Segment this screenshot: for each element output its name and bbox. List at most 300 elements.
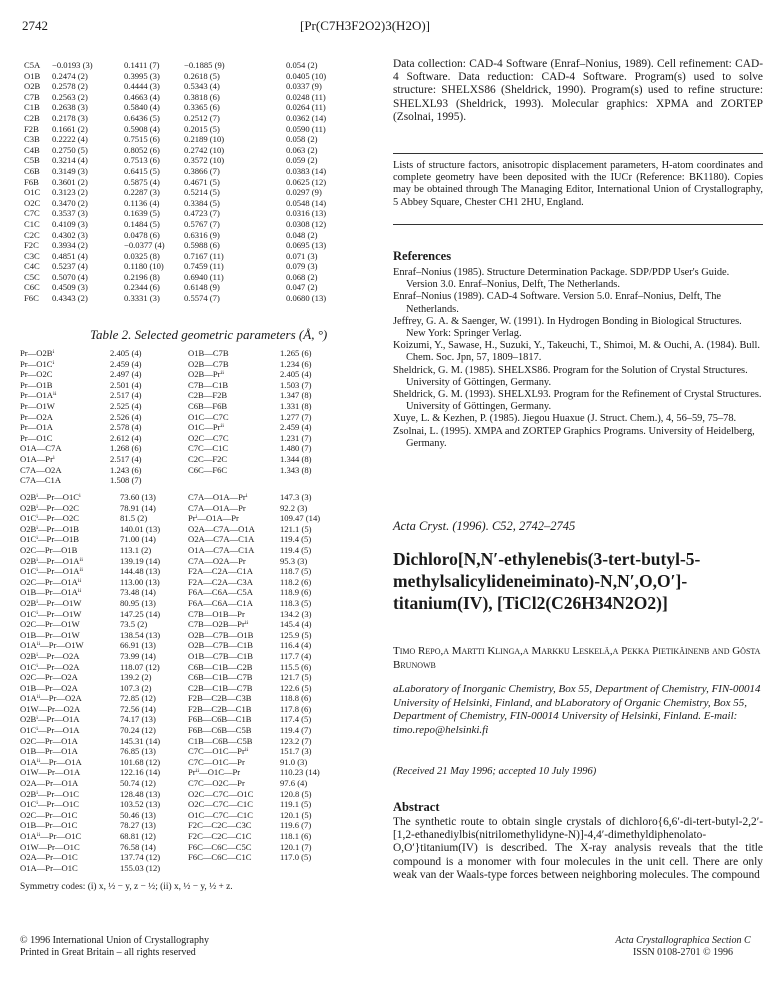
coord-col3-cell: 0.5343 (4)	[184, 81, 220, 92]
angle-value-left-cell: 140.01 (13)	[120, 523, 161, 534]
angle-label-left-cell: O2Bⁱ—Pr—O2C	[20, 502, 80, 513]
references-list	[393, 267, 763, 450]
angle-value-right-cell: 118.9 (6)	[280, 587, 312, 598]
angle-value-left-cell: 137.74 (12)	[120, 852, 161, 863]
dist-value-left-cell: 2.459 (4)	[110, 358, 142, 369]
angle-label-left-cell: O2A—Pr—O1C	[20, 852, 78, 863]
coord-col2-cell: 0.6415 (5)	[124, 165, 160, 176]
dist-label-left-cell: Pr—O1A	[20, 422, 53, 433]
coord-col2-cell: 0.8052 (6)	[124, 144, 160, 155]
angle-label-right-cell: C2B—C1B—C7B	[188, 682, 253, 693]
angle-value-right-cell: 118.8 (6)	[280, 693, 312, 704]
dist-label-right-cell: O1C—Prⁱⁱ	[188, 422, 224, 433]
angle-value-left-cell: 73.5 (2)	[120, 619, 148, 630]
coord-col1-cell: 0.1661 (2)	[52, 123, 88, 134]
software-paragraph: Data collection: CAD-4 Software (Enraf–Nonius, 1989). Cell refinement: CAD-4 Software. Data reduction: CAD-4 Software. Program(s) used to solve structure: SHELXS86 (Sheldrick, 1990). Program(s) used to refine structure: SHELXL93 (Sheldrick, 1993). Molecular graphics: XPMA and ZORTEP (Zsolnai, 1995).	[393, 58, 763, 123]
angle-label-left-cell: O2C—Pr—O1C	[20, 809, 78, 820]
dist-value-left-cell: 1.508 (7)	[110, 475, 142, 486]
dist-label-left-cell: Pr—O1Aⁱⁱ	[20, 390, 57, 401]
running-title: [Pr(C7H3F2O2)3(H2O)]	[300, 18, 430, 33]
received-date: (Received 21 May 1996; accepted 10 July 1996)	[393, 766, 597, 777]
coord-col0-column	[24, 60, 54, 304]
angle-value-left-cell: 103.52 (13)	[120, 799, 161, 810]
angle-label-left-cell: O2Bⁱ—Pr—O2A	[20, 650, 80, 661]
coord-col0-cell: C2C	[24, 229, 40, 240]
coord-col1-cell: 0.2474 (2)	[52, 70, 88, 81]
reference-item: Jeffrey, G. A. & Saenger, W. (1991). In Hydrogen Bonding in Biological Structures. New York: Springer Verlag.	[393, 315, 742, 340]
angle-value-right-cell: 147.3 (3)	[280, 492, 312, 502]
angle-value-right-cell: 122.6 (5)	[280, 682, 312, 693]
angle-label-right-cell: C7C—O1C—Pr	[188, 756, 245, 767]
dist-value-left-cell: 1.243 (6)	[110, 464, 142, 475]
coord-col2-cell: 0.2196 (8)	[124, 271, 160, 282]
coord-col2-cell: 0.2287 (3)	[124, 187, 160, 198]
angle-label-right-cell: Prⁱ—O1A—Pr	[188, 513, 239, 524]
coord-col1-cell: 0.3470 (2)	[52, 197, 88, 208]
coord-col1-cell: 0.3149 (3)	[52, 165, 88, 176]
coord-col0-cell: C4C	[24, 261, 40, 272]
angle-value-right-cell: 117.8 (6)	[280, 703, 312, 714]
dist-value-left-cell: 2.517 (4)	[110, 453, 142, 464]
angle-value-right-cell: 115.5 (6)	[280, 661, 312, 672]
coord-col0-cell: C1C	[24, 218, 40, 229]
coord-col3-cell: 0.7167 (11)	[184, 250, 224, 261]
angle-label-left-cell: O1B—Pr—O1C	[20, 820, 78, 831]
coord-col1-cell: 0.2563 (2)	[52, 91, 88, 102]
coord-col4-cell: 0.047 (2)	[286, 282, 318, 293]
angle-value-left-cell: 144.48 (13)	[120, 566, 161, 577]
angle-value-right-cell: 119.4 (7)	[280, 725, 312, 736]
dist-value-left-cell: 2.517 (4)	[110, 390, 142, 401]
coord-col4-cell: 0.079 (3)	[286, 261, 318, 272]
coord-col4-cell: 0.0590 (11)	[286, 123, 326, 134]
dist-value-right-cell: 1.343 (8)	[280, 464, 312, 475]
abstract-heading: Abstract	[393, 800, 440, 814]
coord-col4-cell: 0.0383 (14)	[286, 165, 327, 176]
coord-col2-cell: 0.1639 (5)	[124, 208, 160, 219]
angle-label-left-cell: O1Cⁱ—Pr—O1Aⁱⁱ	[20, 566, 83, 577]
coord-col0-cell: C6C	[24, 282, 40, 293]
dist-label-right-cell: C2B—F2B	[188, 390, 228, 401]
coord-col4-cell: 0.0695 (13)	[286, 240, 327, 251]
coord-col3-cell: 0.7459 (11)	[184, 261, 224, 272]
angle-label-left-cell: O1Cⁱ—Pr—O2C	[20, 513, 80, 524]
angle-label-left-cell: O1Aⁱⁱ—Pr—O1W	[20, 640, 84, 651]
coord-col4-cell: 0.059 (2)	[286, 155, 318, 166]
angle-label-left-cell: O1B—Pr—O1Aⁱⁱ	[20, 587, 82, 598]
angle-value-right-cell: 120.8 (5)	[280, 788, 312, 799]
abstract-text: The synthetic route to obtain single crystals of dichloro{6,6′-di-tert-butyl-2,2′-[1,2-ethanediylbis(nitrilomethylidyne-N)]-4,4′-dimethyldiphenolato-O,O′}titanium(IV) is described. The X-ray analysis reveals that the title compound is a monomer with four molecules in the unit cell. There are only weak van der Waals-type forces between neighboring molecules. The compound	[393, 816, 763, 881]
angle-value-left-cell: 71.00 (14)	[120, 534, 156, 545]
dist-value-right-cell: 1.331 (8)	[280, 400, 312, 411]
coord-col0-cell: C5A	[24, 60, 41, 70]
coord-col4-cell: 0.068 (2)	[286, 271, 318, 282]
coord-col4-cell: 0.0308 (12)	[286, 218, 327, 229]
angle-value-left-cell: 155.03 (12)	[120, 862, 161, 873]
angle-value-right-cell: 119.6 (7)	[280, 820, 312, 831]
coord-col4-cell: 0.063 (2)	[286, 144, 318, 155]
angle-value-right-cell: 95.3 (3)	[280, 555, 308, 566]
coord-col3-cell: 0.2742 (10)	[184, 144, 225, 155]
angle-label-left-cell: O1Aⁱⁱ—Pr—O1A	[20, 756, 82, 767]
coord-col1-cell: 0.4343 (2)	[52, 293, 88, 304]
coord-col0-cell: F2C	[24, 240, 39, 251]
angle-value-right-cell: 118.7 (5)	[280, 566, 312, 577]
angle-value-right-cell: 119.4 (5)	[280, 544, 312, 555]
dist-label-left-cell: Pr—O1W	[20, 400, 55, 411]
angle-label-left-cell: O2C—Pr—O1W	[20, 619, 80, 630]
coord-col3-cell: 0.2015 (5)	[184, 123, 220, 134]
angle-value-right-cell: 119.4 (5)	[280, 534, 312, 545]
coord-col2-cell: 0.1484 (5)	[124, 218, 160, 229]
coord-col0-cell: F6B	[24, 176, 39, 187]
symmetry-codes: Symmetry codes: (i) x, ½ − y, z − ½; (ii) x, ½ − y, ½ + z.	[20, 882, 233, 892]
angle-value-left-cell: 81.5 (2)	[120, 513, 148, 524]
angle-label-left-cell: O1Cⁱ—Pr—O1A	[20, 725, 80, 736]
coord-col1-cell: 0.2222 (4)	[52, 134, 88, 145]
dist-label-left-cell: Pr—O1C	[20, 432, 53, 443]
angle-value-right-cell: 120.1 (7)	[280, 841, 312, 852]
angle-value-right-column	[280, 492, 340, 863]
angle-label-right-cell: C1B—C6B—C5B	[188, 735, 253, 746]
coord-col2-cell: −0.0377 (4)	[124, 240, 165, 251]
divider-bottom	[393, 224, 763, 225]
angle-label-right-cell: O2B—C7B—O1B	[188, 629, 254, 640]
angle-value-right-cell: 118.1 (6)	[280, 831, 312, 841]
angle-label-right-cell: C7B—O1B—Pr	[188, 608, 245, 619]
coord-col3-cell: 0.3384 (5)	[184, 197, 220, 208]
coord-col4-cell: 0.0625 (12)	[286, 176, 327, 187]
coord-col0-cell: C7B	[24, 91, 40, 102]
reference-item: Sheldrick, G. M. (1993). SHELXL93. Program for the Refinement of Crystal Structures. University of Göttingen, Germany.	[393, 389, 762, 413]
angle-value-left-cell: 78.27 (13)	[120, 820, 156, 831]
angle-label-right-cell: F6A—C6A—C5A	[188, 587, 253, 598]
coord-col2-cell: 0.0478 (6)	[124, 229, 160, 240]
coord-col2-cell: 0.7513 (6)	[124, 155, 160, 166]
coord-col2-cell: 0.5840 (4)	[124, 102, 160, 113]
reference-item: Sheldrick, G. M. (1985). SHELXS86. Program for the Solution of Crystal Structures. University of Göttingen, Germany.	[393, 364, 748, 388]
coord-col3-column	[184, 60, 250, 304]
coord-col3-cell: 0.4723 (7)	[184, 208, 220, 219]
bond-distances-table	[20, 348, 360, 488]
angle-label-left-cell: O2C—Pr—O1Aⁱⁱ	[20, 576, 82, 587]
angle-value-right-cell: 109.47 (14)	[280, 513, 321, 524]
coord-col0-cell: F2B	[24, 123, 39, 134]
dist-value-right-cell: 1.234 (6)	[280, 358, 312, 369]
coord-col3-cell: 0.6940 (11)	[184, 271, 224, 282]
dist-value-right-column	[280, 348, 340, 475]
dist-value-right-cell: 1.347 (8)	[280, 390, 312, 401]
dist-value-left-cell: 1.268 (6)	[110, 443, 142, 454]
reference-item: Enraf–Nonius (1989). CAD-4 Software. Version 5.0. Enraf–Nonius, Delft, The Netherlands.	[393, 291, 722, 315]
coord-col2-cell: 0.2344 (6)	[124, 282, 160, 293]
angle-label-left-cell: O1Aⁱⁱ—Pr—O2A	[20, 693, 82, 704]
angle-label-left-cell: O2C—Pr—O2A	[20, 672, 78, 683]
angle-label-right-cell: F2C—C2C—C3C	[188, 820, 252, 831]
dist-value-left-cell: 2.612 (4)	[110, 432, 142, 443]
dist-label-right-cell: O1C—C7C	[188, 411, 229, 422]
angle-label-left-cell: O2Bⁱ—Pr—O1A	[20, 714, 80, 725]
bond-angles-table	[20, 492, 360, 877]
angle-value-left-cell: 107.3 (2)	[120, 682, 152, 693]
dist-value-left-cell: 2.526 (4)	[110, 411, 142, 422]
dist-value-right-cell: 2.405 (4)	[280, 369, 312, 380]
angle-value-left-cell: 113.1 (2)	[120, 544, 152, 555]
angle-value-left-cell: 66.91 (13)	[120, 640, 156, 651]
coord-col2-cell: 0.0325 (8)	[124, 250, 160, 261]
coord-col4-cell: 0.048 (2)	[286, 229, 318, 240]
coord-col3-cell: 0.2618 (5)	[184, 70, 220, 81]
angle-label-left-cell: O2C—Pr—O1A	[20, 735, 78, 746]
coord-col3-cell: 0.5214 (5)	[184, 187, 220, 198]
angle-label-right-cell: F6C—C6C—C1C	[188, 852, 252, 863]
affiliations: aLaboratory of Inorganic Chemistry, Box 55, Department of Chemistry, FIN-00014 University of Helsinki, Finland, and bLaboratory of Organic Chemistry, Box 55, Department of Chemistry, FIN-00014 University of Helsinki, Finland. E-mail: timo.repo@helsinki.fi	[393, 683, 761, 736]
dist-label-right-cell: O2B—C7B	[188, 358, 229, 369]
angle-value-left-column	[120, 492, 180, 873]
page-number: 2742	[22, 18, 48, 33]
angle-value-left-cell: 118.07 (12)	[120, 661, 160, 672]
angle-label-right-cell: O2C—C7C—C1C	[188, 799, 253, 810]
reference-item: Zsolnai, L. (1995). XMPA and ZORTEP Graphics Programs. University of Heidelberg, Germany.	[393, 425, 755, 449]
coord-col1-cell: 0.2178 (3)	[52, 112, 88, 123]
dist-label-right-cell: O1B—C7B	[188, 348, 229, 358]
coord-col3-cell: 0.2189 (10)	[184, 134, 225, 145]
angle-label-right-cell: F6A—C6A—C1A	[188, 597, 253, 608]
coord-col3-cell: −0.1885 (9)	[184, 60, 225, 70]
angle-label-right-cell: O1A—C7A—C1A	[188, 544, 255, 555]
angle-value-left-cell: 122.16 (14)	[120, 767, 161, 778]
coord-col0-cell: O2B	[24, 81, 41, 92]
angle-label-left-cell: O2Bⁱ—Pr—O1Cⁱ	[20, 492, 81, 502]
coord-col1-cell: −0.0193 (3)	[52, 60, 93, 70]
article-title: Dichloro[N,N′-ethylenebis(3-tert-butyl-5-methylsalicylideneiminato)-N,N′,O,O′]-titanium(IV), [TiCl2(C26H34N2O2)]	[393, 549, 701, 613]
coord-col1-cell: 0.2578 (2)	[52, 81, 88, 92]
dist-value-left-cell: 2.578 (4)	[110, 422, 142, 433]
angle-value-right-cell: 91.0 (3)	[280, 756, 308, 767]
dist-value-right-cell: 1.480 (7)	[280, 443, 312, 454]
coord-col2-cell: 0.1136 (4)	[124, 197, 160, 208]
coord-col1-cell: 0.3123 (2)	[52, 187, 88, 198]
angle-value-right-cell: 151.7 (3)	[280, 746, 312, 757]
angle-value-right-cell: 97.6 (4)	[280, 778, 308, 789]
angle-label-right-cell: C6B—C1B—C2B	[188, 661, 253, 672]
coord-col1-cell: 0.4109 (3)	[52, 218, 88, 229]
coord-col4-cell: 0.054 (2)	[286, 60, 318, 70]
dist-label-left-cell: Pr—O2Bⁱ	[20, 348, 55, 358]
angle-value-right-cell: 117.0 (5)	[280, 852, 312, 863]
angle-value-left-cell: 128.48 (13)	[120, 788, 161, 799]
angle-label-left-cell: O2A—Pr—O1A	[20, 778, 79, 789]
coord-col0-cell: O2C	[24, 197, 41, 208]
angle-label-right-cell: F2B—C2B—C1B	[188, 703, 252, 714]
angle-value-right-cell: 123.2 (7)	[280, 735, 312, 746]
coord-col4-cell: 0.071 (3)	[286, 250, 318, 261]
coord-col2-cell: 0.7515 (6)	[124, 134, 160, 145]
angle-label-right-cell: O2A—C7A—O1A	[188, 523, 255, 534]
dist-label-left-cell: Pr—O2C	[20, 369, 53, 380]
coord-col1-cell: 0.5070 (4)	[52, 271, 88, 282]
coord-col4-column	[286, 60, 352, 304]
angle-label-left-cell: O2Bⁱ—Pr—O1C	[20, 788, 80, 799]
coord-col4-cell: 0.0680 (13)	[286, 293, 327, 304]
angle-label-right-cell: Prⁱⁱ—O1C—Pr	[188, 767, 241, 778]
reference-item: Xuye, L. & Kezhen, P. (1985). Jiegou Huaxue (J. Struct. Chem.), 4, 56–59, 75–78.	[393, 413, 737, 425]
angle-label-right-cell: F2B—C2B—C3B	[188, 693, 252, 704]
angle-value-left-cell: 145.31 (14)	[120, 735, 161, 746]
coord-col1-cell: 0.3214 (4)	[52, 155, 88, 166]
angle-label-left-cell: O1B—Pr—O2A	[20, 682, 78, 693]
dist-value-left-cell: 2.405 (4)	[110, 348, 142, 358]
coord-col0-cell: F6C	[24, 293, 39, 304]
dist-label-left-cell: O1A—Prⁱ	[20, 453, 55, 464]
angle-value-left-cell: 147.25 (14)	[120, 608, 161, 619]
angle-label-left-cell: O2Bⁱ—Pr—O1Aⁱⁱ	[20, 555, 83, 566]
angle-label-left-cell: O1Cⁱ—Pr—O1W	[20, 608, 82, 619]
coord-col1-cell: 0.3934 (2)	[52, 240, 88, 251]
coord-col3-cell: 0.3572 (10)	[184, 155, 225, 166]
angle-value-left-cell: 113.00 (13)	[120, 576, 160, 587]
coord-col4-cell: 0.0297 (9)	[286, 187, 322, 198]
dist-label-left-cell: Pr—O1Cⁱ	[20, 358, 55, 369]
angle-label-right-cell: F2A—C2A—C1A	[188, 566, 253, 577]
angle-label-right-cell: F6B—C6B—C1B	[188, 714, 252, 725]
coord-col0-cell: C6B	[24, 165, 40, 176]
angle-label-right-cell: F2C—C2C—C1C	[188, 831, 252, 841]
angle-label-left-column	[20, 492, 110, 873]
coord-col4-cell: 0.0337 (9)	[286, 81, 322, 92]
coord-col2-cell: 0.4663 (4)	[124, 91, 160, 102]
coord-col0-cell: C1B	[24, 102, 40, 113]
coord-col3-cell: 0.2512 (7)	[184, 112, 220, 123]
angle-value-right-cell: 92.2 (3)	[280, 502, 308, 513]
dist-label-left-cell: C7A—C1A	[20, 475, 62, 486]
dist-label-left-cell: Pr—O1B	[20, 379, 53, 390]
angle-value-right-cell: 118.3 (5)	[280, 597, 312, 608]
divider-top	[393, 153, 763, 154]
coord-col4-cell: 0.0405 (10)	[286, 70, 327, 81]
angle-value-right-cell: 145.4 (4)	[280, 619, 312, 630]
table2-caption: Table 2. Selected geometric parameters (Å, °)	[90, 327, 328, 342]
angle-value-left-cell: 138.54 (13)	[120, 629, 161, 640]
angle-label-left-cell: O1W—Pr—O1C	[20, 841, 80, 852]
angle-value-left-cell: 139.19 (14)	[120, 555, 161, 566]
angle-label-left-cell: O1A—Pr—O1C	[20, 862, 78, 873]
coord-col0-cell: O1C	[24, 187, 41, 198]
angle-label-right-cell: C7A—O1A—Prⁱ	[188, 492, 248, 502]
dist-value-right-cell: 1.344 (8)	[280, 453, 312, 464]
dist-label-left-cell: O1A—C7A	[20, 443, 62, 454]
angle-label-right-cell: C7C—O1C—Prⁱⁱ	[188, 746, 249, 757]
angle-value-right-cell: 118.2 (6)	[280, 576, 312, 587]
coord-col3-cell: 0.5767 (7)	[184, 218, 220, 229]
angle-value-left-cell: 72.85 (12)	[120, 693, 156, 704]
coord-col2-cell: 0.5875 (4)	[124, 176, 160, 187]
coord-col2-cell: 0.3331 (3)	[124, 293, 160, 304]
dist-label-left-cell: C7A—O2A	[20, 464, 62, 475]
dist-value-left-column	[110, 348, 170, 486]
dist-value-right-cell: 1.231 (7)	[280, 432, 312, 443]
dist-label-left-cell: Pr—O2A	[20, 411, 53, 422]
angle-label-left-cell: O2Bⁱ—Pr—O1W	[20, 597, 82, 608]
angle-value-left-cell: 73.48 (14)	[120, 587, 156, 598]
angle-label-left-cell: O1W—Pr—O1A	[20, 767, 81, 778]
angle-label-right-cell: O2A—C7A—C1A	[188, 534, 255, 545]
dist-label-left-column	[20, 348, 100, 486]
coord-col1-cell: 0.3601 (2)	[52, 176, 88, 187]
angle-label-right-column	[188, 492, 278, 863]
coord-col1-cell: 0.4302 (3)	[52, 229, 88, 240]
angle-value-right-cell: 121.1 (5)	[280, 523, 312, 534]
angle-value-right-cell: 134.2 (3)	[280, 608, 312, 619]
coord-col4-cell: 0.058 (2)	[286, 134, 318, 145]
dist-label-right-cell: O2C—C7C	[188, 432, 229, 443]
reference-item: Enraf–Nonius (1985). Structure Determination Package. SDP/PDP User's Guide. Version 3.0. Enraf–Nonius, Delft, The Netherlands.	[393, 267, 730, 291]
angle-label-left-cell: O1Cⁱ—Pr—O2A	[20, 661, 80, 672]
angle-value-right-cell: 119.1 (5)	[280, 799, 312, 810]
dist-value-right-cell: 1.503 (7)	[280, 379, 312, 390]
angle-value-left-cell: 101.68 (12)	[120, 756, 161, 767]
coord-col3-cell: 0.6316 (9)	[184, 229, 220, 240]
coord-col3-cell: 0.4671 (5)	[184, 176, 220, 187]
coord-col1-column	[52, 60, 110, 304]
angle-value-right-cell: 125.9 (5)	[280, 629, 312, 640]
coord-col3-cell: 0.5988 (6)	[184, 240, 220, 251]
dist-label-right-cell: C2C—F2C	[188, 453, 228, 464]
angle-value-left-cell: 68.81 (12)	[120, 831, 156, 841]
coord-col2-cell: 0.4444 (3)	[124, 81, 160, 92]
coord-col1-cell: 0.4509 (3)	[52, 282, 88, 293]
coord-col2-cell: 0.1411 (7)	[124, 60, 160, 70]
coord-col2-cell: 0.3995 (3)	[124, 70, 160, 81]
angle-label-right-cell: O2B—C7B—C1B	[188, 640, 253, 651]
angle-label-right-cell: C7A—O2A—Pr	[188, 555, 246, 566]
angle-label-left-cell: O1W—Pr—O2A	[20, 703, 81, 714]
angle-value-right-cell: 120.1 (5)	[280, 809, 312, 820]
coord-col0-cell: C4B	[24, 144, 40, 155]
coord-col3-cell: 0.3818 (6)	[184, 91, 220, 102]
coord-col2-cell: 0.1180 (10)	[124, 261, 164, 272]
coord-col1-cell: 0.5237 (4)	[52, 261, 88, 272]
coord-col2-cell: 0.6436 (5)	[124, 112, 160, 123]
angle-value-left-cell: 72.56 (14)	[120, 703, 156, 714]
angle-value-right-cell: 121.7 (5)	[280, 672, 312, 683]
dist-label-right-cell: O2B—Prⁱⁱ	[188, 369, 224, 380]
dist-value-right-cell: 1.277 (7)	[280, 411, 312, 422]
dist-value-right-cell: 2.459 (4)	[280, 422, 312, 433]
coord-col3-cell: 0.3866 (7)	[184, 165, 220, 176]
deposition-note: Lists of structure factors, anisotropic displacement parameters, H-atom coordinates and complete geometry have been deposited with the IUCr (Reference: BK1180). Copies may be obtained through The Managing Editor, International Union of Crystallography, 5 Abbey Square, Chester CH1 2HU, England.	[393, 160, 763, 208]
angle-value-left-cell: 70.24 (12)	[120, 725, 156, 736]
journal-footer: Acta Crystallographica Section C ISSN 0108-2701 © 1996	[615, 935, 751, 958]
coord-col1-cell: 0.4851 (4)	[52, 250, 88, 261]
angle-label-left-cell: O1B—Pr—O1W	[20, 629, 80, 640]
reference-item: Koizumi, Y., Sawase, H., Suzuki, Y., Takeuchi, T., Shimoi, M. & Ouchi, A. (1984). Bull. Chem. Soc. Jpn, 57, 1809–1817.	[393, 340, 760, 364]
coord-col2-cell: 0.5908 (4)	[124, 123, 160, 134]
angle-label-right-cell: F2A—C2A—C3A	[188, 576, 253, 587]
angle-label-left-cell: O1Aⁱⁱ—Pr—O1C	[20, 831, 82, 841]
dist-value-left-cell: 2.525 (4)	[110, 400, 142, 411]
angle-value-right-cell: 110.23 (14)	[280, 767, 320, 778]
angle-label-right-cell: C7A—O1A—Pr	[188, 502, 246, 513]
angle-label-right-cell: O1B—C7B—C1B	[188, 650, 253, 661]
angle-value-left-cell: 76.85 (13)	[120, 746, 156, 757]
coord-col0-cell: C2B	[24, 112, 40, 123]
angle-label-left-cell: O1B—Pr—O1A	[20, 746, 78, 757]
authors: Timo Repo,a Martti Klinga,a Markku Leskelä,a Pekka Pietikäinenb and Gösta Brunowb	[393, 645, 761, 671]
coord-col2-column	[124, 60, 186, 304]
coord-col0-cell: C3B	[24, 134, 40, 145]
angle-value-left-cell: 139.2 (2)	[120, 672, 152, 683]
